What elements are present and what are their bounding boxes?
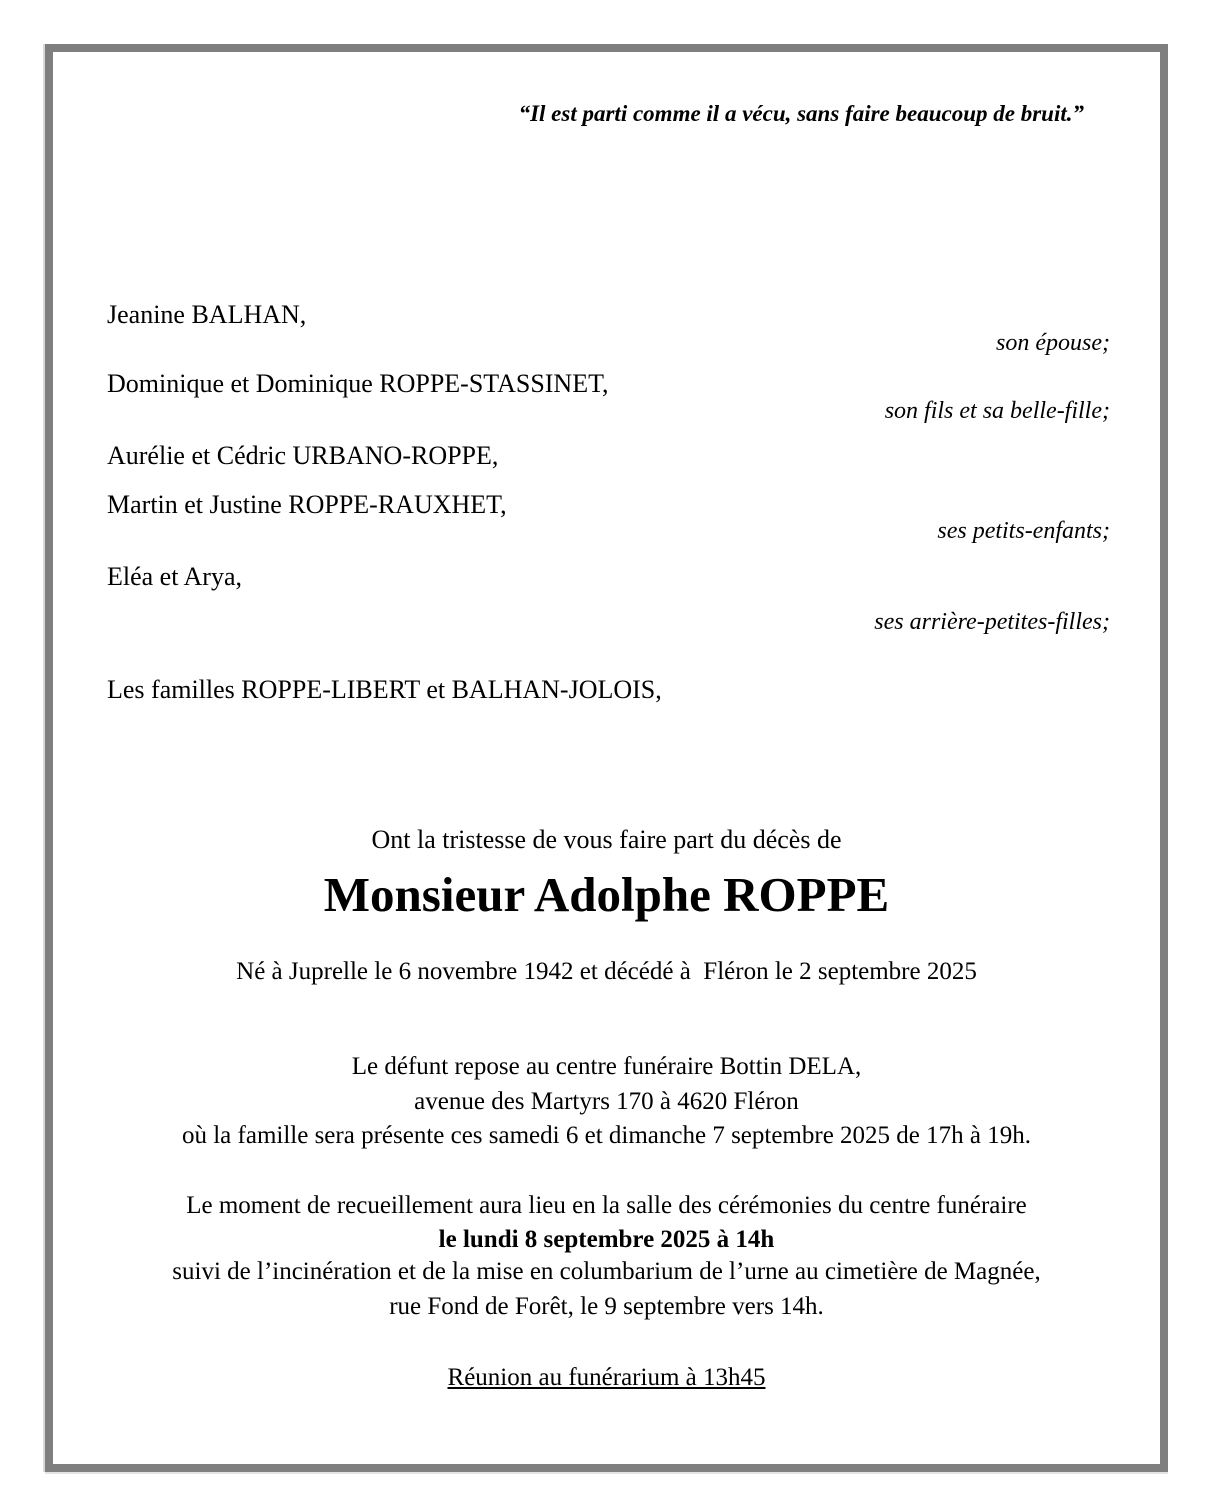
- relation-son: son fils et sa belle-fille;: [884, 398, 1110, 424]
- repose-location-line: Le défunt repose au centre funéraire Bottin DELA,: [351, 1053, 862, 1080]
- meeting-note: Réunion au funérarium à 13h45: [447, 1364, 766, 1391]
- repose-visiting-hours-line: où la famille sera présente ces samedi 6 et dimanche 7 septembre 2025 de 17h à 19h.: [181, 1122, 1031, 1149]
- relation-great-grandchildren: ses arrière-petites-filles;: [874, 609, 1110, 635]
- mourner-spouse-name: Jeanine BALHAN,: [107, 300, 307, 329]
- mourner-families-line: Les familles ROPPE-LIBERT et BALHAN-JOLOIS,: [107, 675, 662, 704]
- epitaph-quote: “Il est parti comme il a vécu, sans faire beaucoup de bruit.”: [518, 101, 1084, 126]
- relation-grandchildren: ses petits-enfants;: [937, 518, 1110, 544]
- ceremony-intro-line: Le moment de recueillement aura lieu en la salle des cérémonies du centre funéraire: [186, 1192, 1027, 1219]
- mourner-son-name: Dominique et Dominique ROPPE-STASSINET,: [107, 369, 609, 398]
- cremation-line: suivi de l’incinération et de la mise en columbarium de l’urne au cimetière de Magnée,: [172, 1258, 1041, 1285]
- ceremony-date-line: le lundi 8 septembre 2025 à 14h: [438, 1226, 775, 1253]
- announcement-intro: Ont la tristesse de vous faire part du décès de: [371, 825, 842, 854]
- birth-death-dates: Né à Juprelle le 6 novembre 1942 et décédé à Fléron le 2 septembre 2025: [236, 958, 977, 985]
- mourner-grandchild-1-name: Aurélie et Cédric URBANO-ROPPE,: [107, 441, 499, 470]
- mourner-great-grandchildren-names: Eléa et Arya,: [107, 562, 242, 591]
- relation-spouse: son épouse;: [996, 330, 1110, 356]
- columbarium-line: rue Fond de Forêt, le 9 septembre vers 14h.: [389, 1293, 824, 1320]
- mourner-grandchild-2-name: Martin et Justine ROPPE-RAUXHET,: [107, 490, 507, 519]
- deceased-name: Monsieur Adolphe ROPPE: [323, 867, 890, 922]
- repose-address-line: avenue des Martyrs 170 à 4620 Fléron: [414, 1088, 799, 1115]
